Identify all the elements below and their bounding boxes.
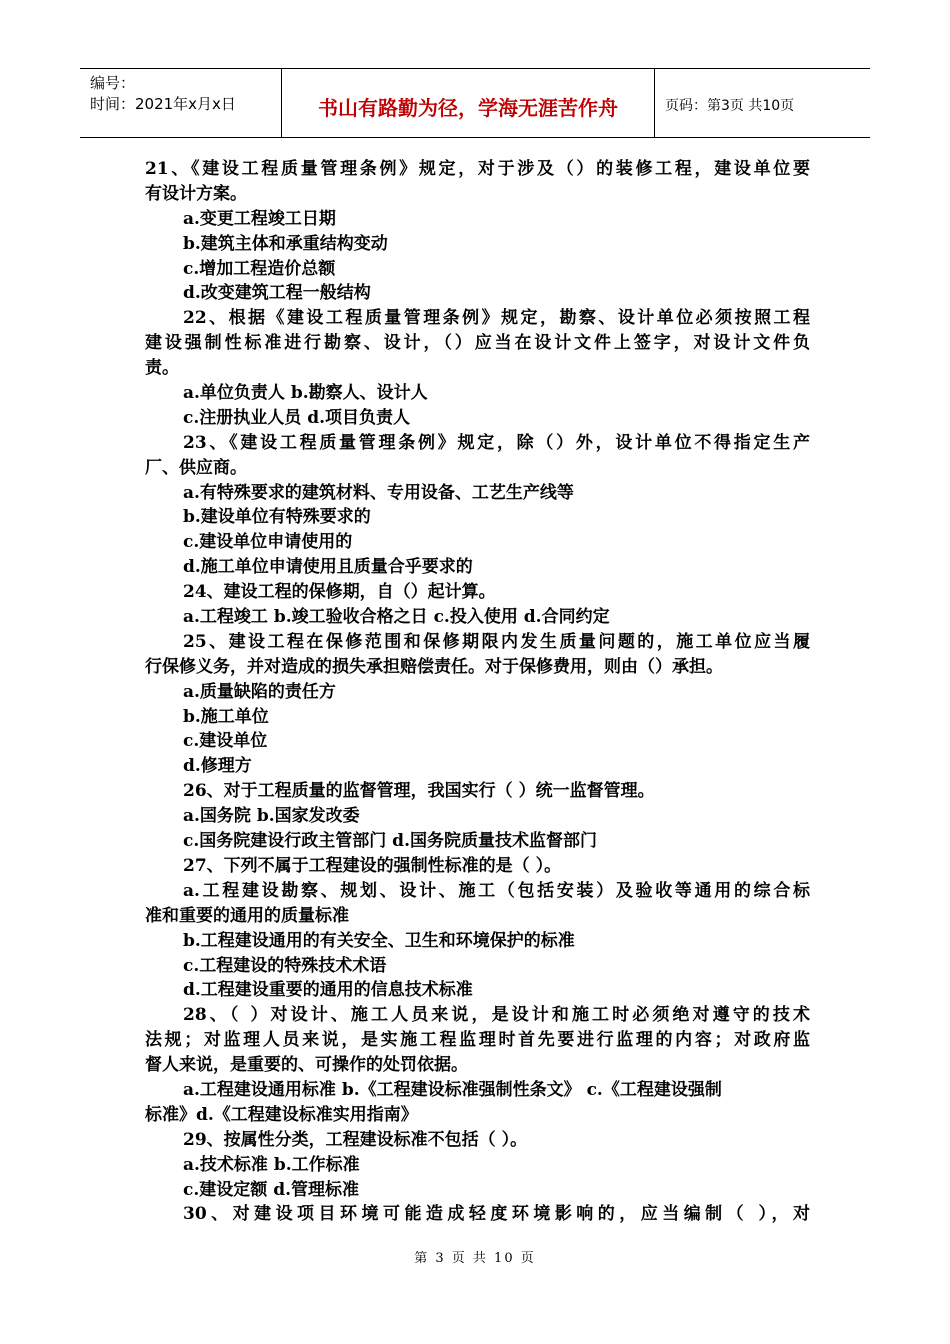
header-left-cell — [80, 69, 282, 137]
text-line: a.质量缺陷的责任方 — [183, 681, 336, 702]
text-line: a.国务院 b.国家发改委 — [183, 806, 360, 827]
text-line: d.施工单位申请使用且质量合乎要求的 — [183, 557, 473, 578]
text-line: d.修理方 — [183, 756, 252, 777]
text-line: a.技术标准 b.工作标准 — [183, 1154, 360, 1175]
text-line: a.工程竣工 b.竣工验收合格之日 c.投入使用 d.合同约定 — [183, 607, 610, 628]
text-line: 行保修义务，并对造成的损失承担赔偿责任。对于保修费用，则由（）承担。 — [145, 656, 723, 677]
text-line: c.建设定额 d.管理标准 — [183, 1179, 359, 1200]
text-line: 23、《建设工程质量管理条例》规定，除（）外，设计单位不得指定生产 — [183, 432, 810, 453]
text-line: 22、根据《建设工程质量管理条例》规定，勘察、设计单位必须按照工程 — [183, 308, 810, 329]
question-body — [145, 157, 810, 1227]
date-label: 时间：2021年x月x日 — [90, 95, 236, 113]
text-line: 准和重要的通用的质量标准 — [145, 905, 349, 926]
text-line: 标准》d.《工程建设标准实用指南》 — [145, 1104, 418, 1125]
document-header — [80, 68, 870, 138]
text-line: 督人来说，是重要的、可操作的处罚依据。 — [145, 1055, 468, 1076]
text-line: 21、《建设工程质量管理条例》规定，对于涉及（）的装修工程，建设单位要 — [145, 159, 810, 179]
text-line: 责。 — [145, 358, 179, 379]
text-line: a.变更工程竣工日期 — [183, 208, 336, 229]
text-line: 24、建设工程的保修期，自（）起计算。 — [183, 582, 496, 603]
text-line: c.建设单位申请使用的 — [183, 532, 353, 553]
serial-label: 编号： — [90, 74, 136, 92]
text-line: 25、建设工程在保修范围和保修期限内发生质量问题的，施工单位应当履 — [183, 631, 810, 652]
text-line: c.增加工程造价总额 — [183, 258, 336, 279]
text-line: c.注册执业人员 d.项目负责人 — [183, 407, 410, 428]
text-line: 有设计方案。 — [145, 183, 247, 204]
page-footer: 第 3 页 共 10 页 — [414, 1251, 536, 1266]
text-line: b.建设单位有特殊要求的 — [183, 507, 371, 528]
text-line: 27、下列不属于工程建设的强制性标准的是（ ）。 — [183, 855, 562, 876]
text-line: 建设强制性标准进行勘察、设计，（）应当在设计文件上签字，对设计文件负 — [145, 333, 810, 354]
text-line: b.施工单位 — [183, 706, 269, 727]
text-line: c.国务院建设行政主管部门 d.国务院质量技术监督部门 — [183, 831, 597, 852]
text-line: a.工程建设通用标准 b.《工程建设标准强制性条文》 c.《工程建设强制 — [183, 1079, 722, 1100]
text-line: b.建筑主体和承重结构变动 — [183, 233, 388, 254]
text-line: a.单位负责人 b.勘察人、设计人 — [183, 383, 428, 404]
text-line: 26、对于工程质量的监督管理，我国实行（ ）统一监督管理。 — [183, 781, 655, 802]
text-line: d.工程建设重要的通用的信息技术标准 — [183, 980, 473, 1001]
text-line: c.建设单位 — [183, 731, 268, 752]
text-line: 厂、供应商。 — [145, 457, 247, 478]
text-line: 30、对建设项目环境可能造成轻度环境影响的，应当编制（ ），对 — [183, 1204, 810, 1225]
text-line: a.有特殊要求的建筑材料、专用设备、工艺生产线等 — [183, 482, 574, 503]
text-line: b.工程建设通用的有关安全、卫生和环境保护的标准 — [183, 930, 575, 951]
text-line: c.工程建设的特殊技术术语 — [183, 955, 387, 976]
text-line: d.改变建筑工程一般结构 — [183, 283, 371, 304]
text-line: 法规；对监理人员来说，是实施工程监理时首先要进行监理的内容；对政府监 — [145, 1030, 810, 1051]
header-motto: 书山有路勤为径，学海无涯苦作舟 — [282, 69, 655, 137]
text-line: 29、按属性分类，工程建设标准不包括（ ）。 — [183, 1129, 528, 1150]
text-line: 28、（ ）对设计、施工人员来说，是设计和施工时必须绝对遵守的技术 — [183, 1005, 810, 1026]
header-page-code: 页码：第3页 共10页 — [665, 98, 795, 114]
text-line: a.工程建设勘察、规划、设计、施工（包括安装）及验收等通用的综合标 — [183, 880, 810, 901]
